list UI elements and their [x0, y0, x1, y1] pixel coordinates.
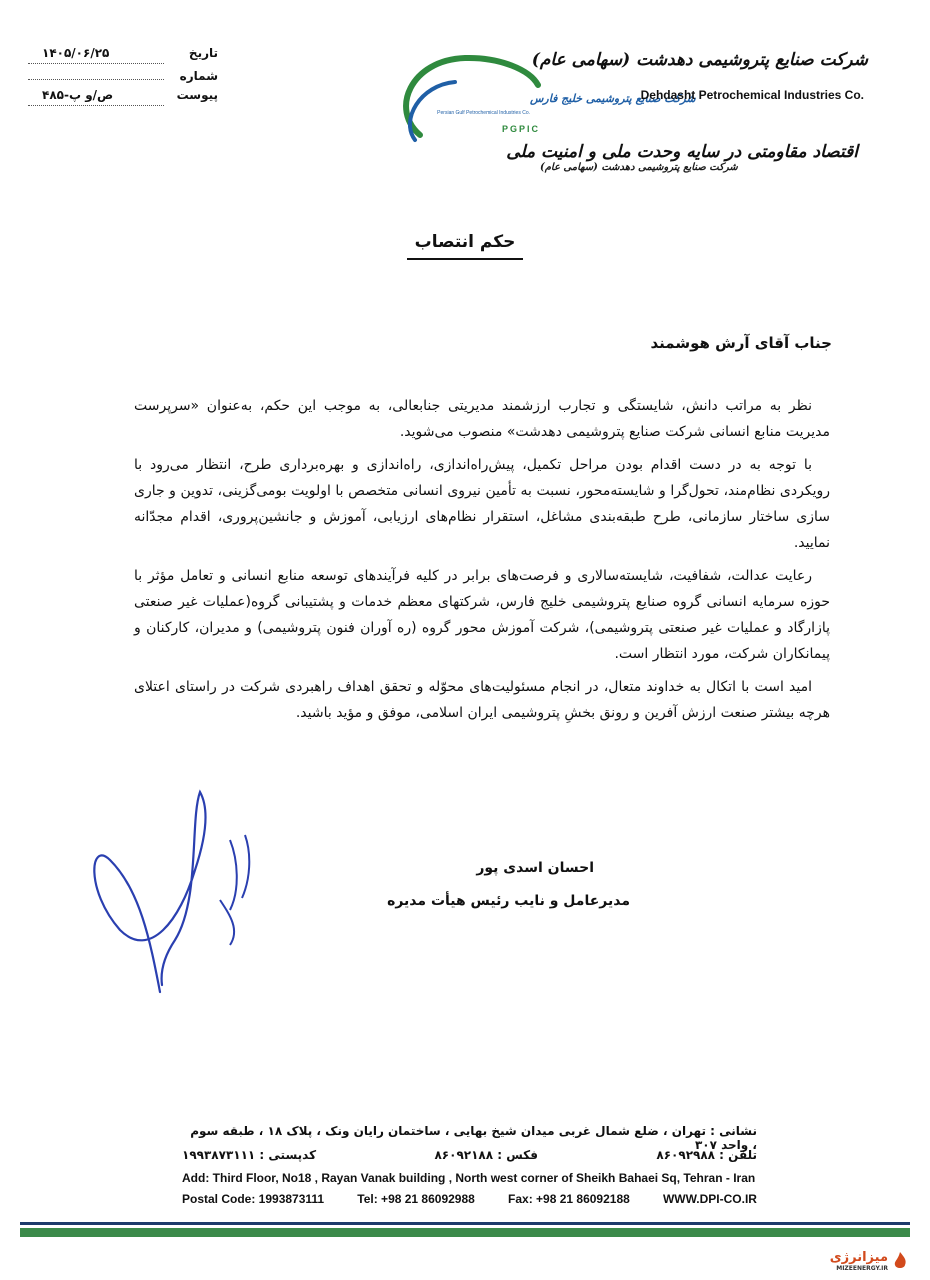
- footer-web-en: WWW.DPI-CO.IR: [662, 1192, 757, 1206]
- meta-number-value: [28, 64, 164, 80]
- watermark-text-fa: میزانرژی: [829, 1250, 888, 1265]
- meta-number-label: شماره: [179, 69, 218, 83]
- body-paragraph-1: نظر به مراتب دانش، شایستگی و تجارب ارزشمند مدیریتی جنابعالی، به موجب این حکم، به‌عنوان «سرپرست مدیریت منابع انسانی شرکت صنایع پتروشیمی دهدشت» منصوب می‌شوید.: [134, 398, 830, 440]
- body-paragraph-2: با توجه به در دست اقدام بودن مراحل تکمیل، پیش‌راه‌اندازی، راه‌اندازی و بهره‌برداری طرح، انتظار می‌رود با رویکردی نظام‌مند، تحول‌گرا و شایسته‌محور، نسبت به تأمین نیروی انسانی متخصص با اولویت بومی‌گزینی، تدوین و جاری سازی ساختار سازمانی، طرح طبقه‌بندی مشاغل، استقرار نظام‌های ارزیابی، آموزش و جانشین‌پروری، اقدام مجدّانه نمایید.: [134, 457, 830, 551]
- footer-postal-fa: کدپستی : ۱۹۹۳۸۷۳۱۱۱: [182, 1148, 317, 1162]
- document-title-wrap: [0, 232, 930, 252]
- meta-attachment-row: [28, 86, 218, 106]
- company-name-en: Dehdasht Petrochemical Industries Co.: [640, 88, 864, 102]
- footer-tel-en: Tel: +98 21 86092988: [357, 1192, 475, 1206]
- slogan: اقتصاد مقاومتی در سایه وحدت ملی و امنیت ملی: [506, 142, 858, 162]
- footer-address-en-row: [182, 1171, 757, 1185]
- footer-contact-fa-row: [182, 1148, 757, 1162]
- body-paragraph-3: رعایت عدالت، شفافیت، شایسته‌سالاری و فرصت‌های برابر در کلیه فرآیندهای توسعه منابع انسانی و تعامل مؤثر با حوزه سرمایه انسانی گروه صنایع پتروشیمی خلیج فارس، شرکتهای معظم خدمات و پشتیبانی گروه(عملیات غیر صنعتی پازارگاد و عملیات غیر صنعتی پتروشیمی)، شرکت آموزش محور گروه (ره آوران فنون پتروشیمی) و مدیران، کارکنان و پیمانکاران شرکت، مورد انتظار است.: [134, 568, 830, 662]
- handwritten-signature: [80, 780, 280, 1000]
- footer-fax-fa: فکس : ۸۶۰۹۲۱۸۸: [434, 1148, 539, 1162]
- signer-name: احسان اسدی پور: [476, 860, 594, 876]
- meta-date-value: ۱۴۰۵/۰۶/۲۵: [28, 44, 164, 64]
- watermark-text-en: MIZEENERGY.IR: [836, 1265, 888, 1272]
- footer-phone-fa: تلفن : ۸۶۰۹۲۹۸۸: [656, 1148, 757, 1162]
- footer-stripe-blue: [20, 1222, 910, 1225]
- logo-company-fa: شرکت صنایع پتروشیمی دهدشت (سهامی عام): [540, 162, 738, 173]
- footer-address-en: Add: Third Floor, No18 , Rayan Vanak building , North west corner of Sheikh Bahaei Sq, Tehran - Iran: [182, 1171, 756, 1185]
- document-title: حکم انتصاب: [407, 232, 524, 260]
- signer-role: مدیرعامل و نایب رئیس هیأت مدیره: [387, 893, 630, 909]
- footer-contact-en-row: [182, 1192, 757, 1206]
- flame-icon: [892, 1251, 908, 1271]
- letter-meta: [28, 44, 218, 106]
- footer-stripe-green: [20, 1228, 910, 1237]
- meta-number-row: [28, 64, 218, 86]
- logo-abbr: PGPIC: [501, 124, 540, 134]
- meta-attachment-value: ۴۸۵-ص/و پ: [28, 86, 164, 106]
- logo-group-name-fa: شرکت صنایع پتروشیمی خلیج فارس: [530, 92, 696, 105]
- body-paragraph-4: امید است با اتکال به خداوند متعال، در انجام مسئولیت‌های محوّله و تحقق اهداف راهبردی شرکت در راستای اعتلای هرچه بیشتر صنعت ارزش آفرین و رونق بخشِ پتروشیمی ایران اسلامی، موفق و مؤید باشید.: [134, 679, 830, 721]
- logo-group-name-en: Persian Gulf Petrochemical Industries Co.: [437, 110, 530, 116]
- company-name-fa: شرکت صنایع پتروشیمی دهدشت (سهامی عام): [531, 50, 868, 70]
- watermark: [830, 1250, 908, 1272]
- meta-attachment-label: پیوست: [176, 88, 218, 102]
- footer-address-fa: نشانی : تهران ، ضلع شمال غربی میدان شیخ بهایی ، ساختمان رایان ونک ، پلاک ۱۸ ، طبقه سوم ، واحد ۳۰۷: [190, 1124, 757, 1152]
- footer-fax-en: Fax: +98 21 86092188: [508, 1192, 630, 1206]
- meta-date-row: [28, 44, 218, 64]
- meta-date-label: تاریخ: [188, 46, 218, 60]
- footer-postal-en: Postal Code: 1993873111: [182, 1192, 325, 1206]
- letter-body: [134, 393, 830, 733]
- recipient: جناب آقای آرش هوشمند: [650, 334, 832, 352]
